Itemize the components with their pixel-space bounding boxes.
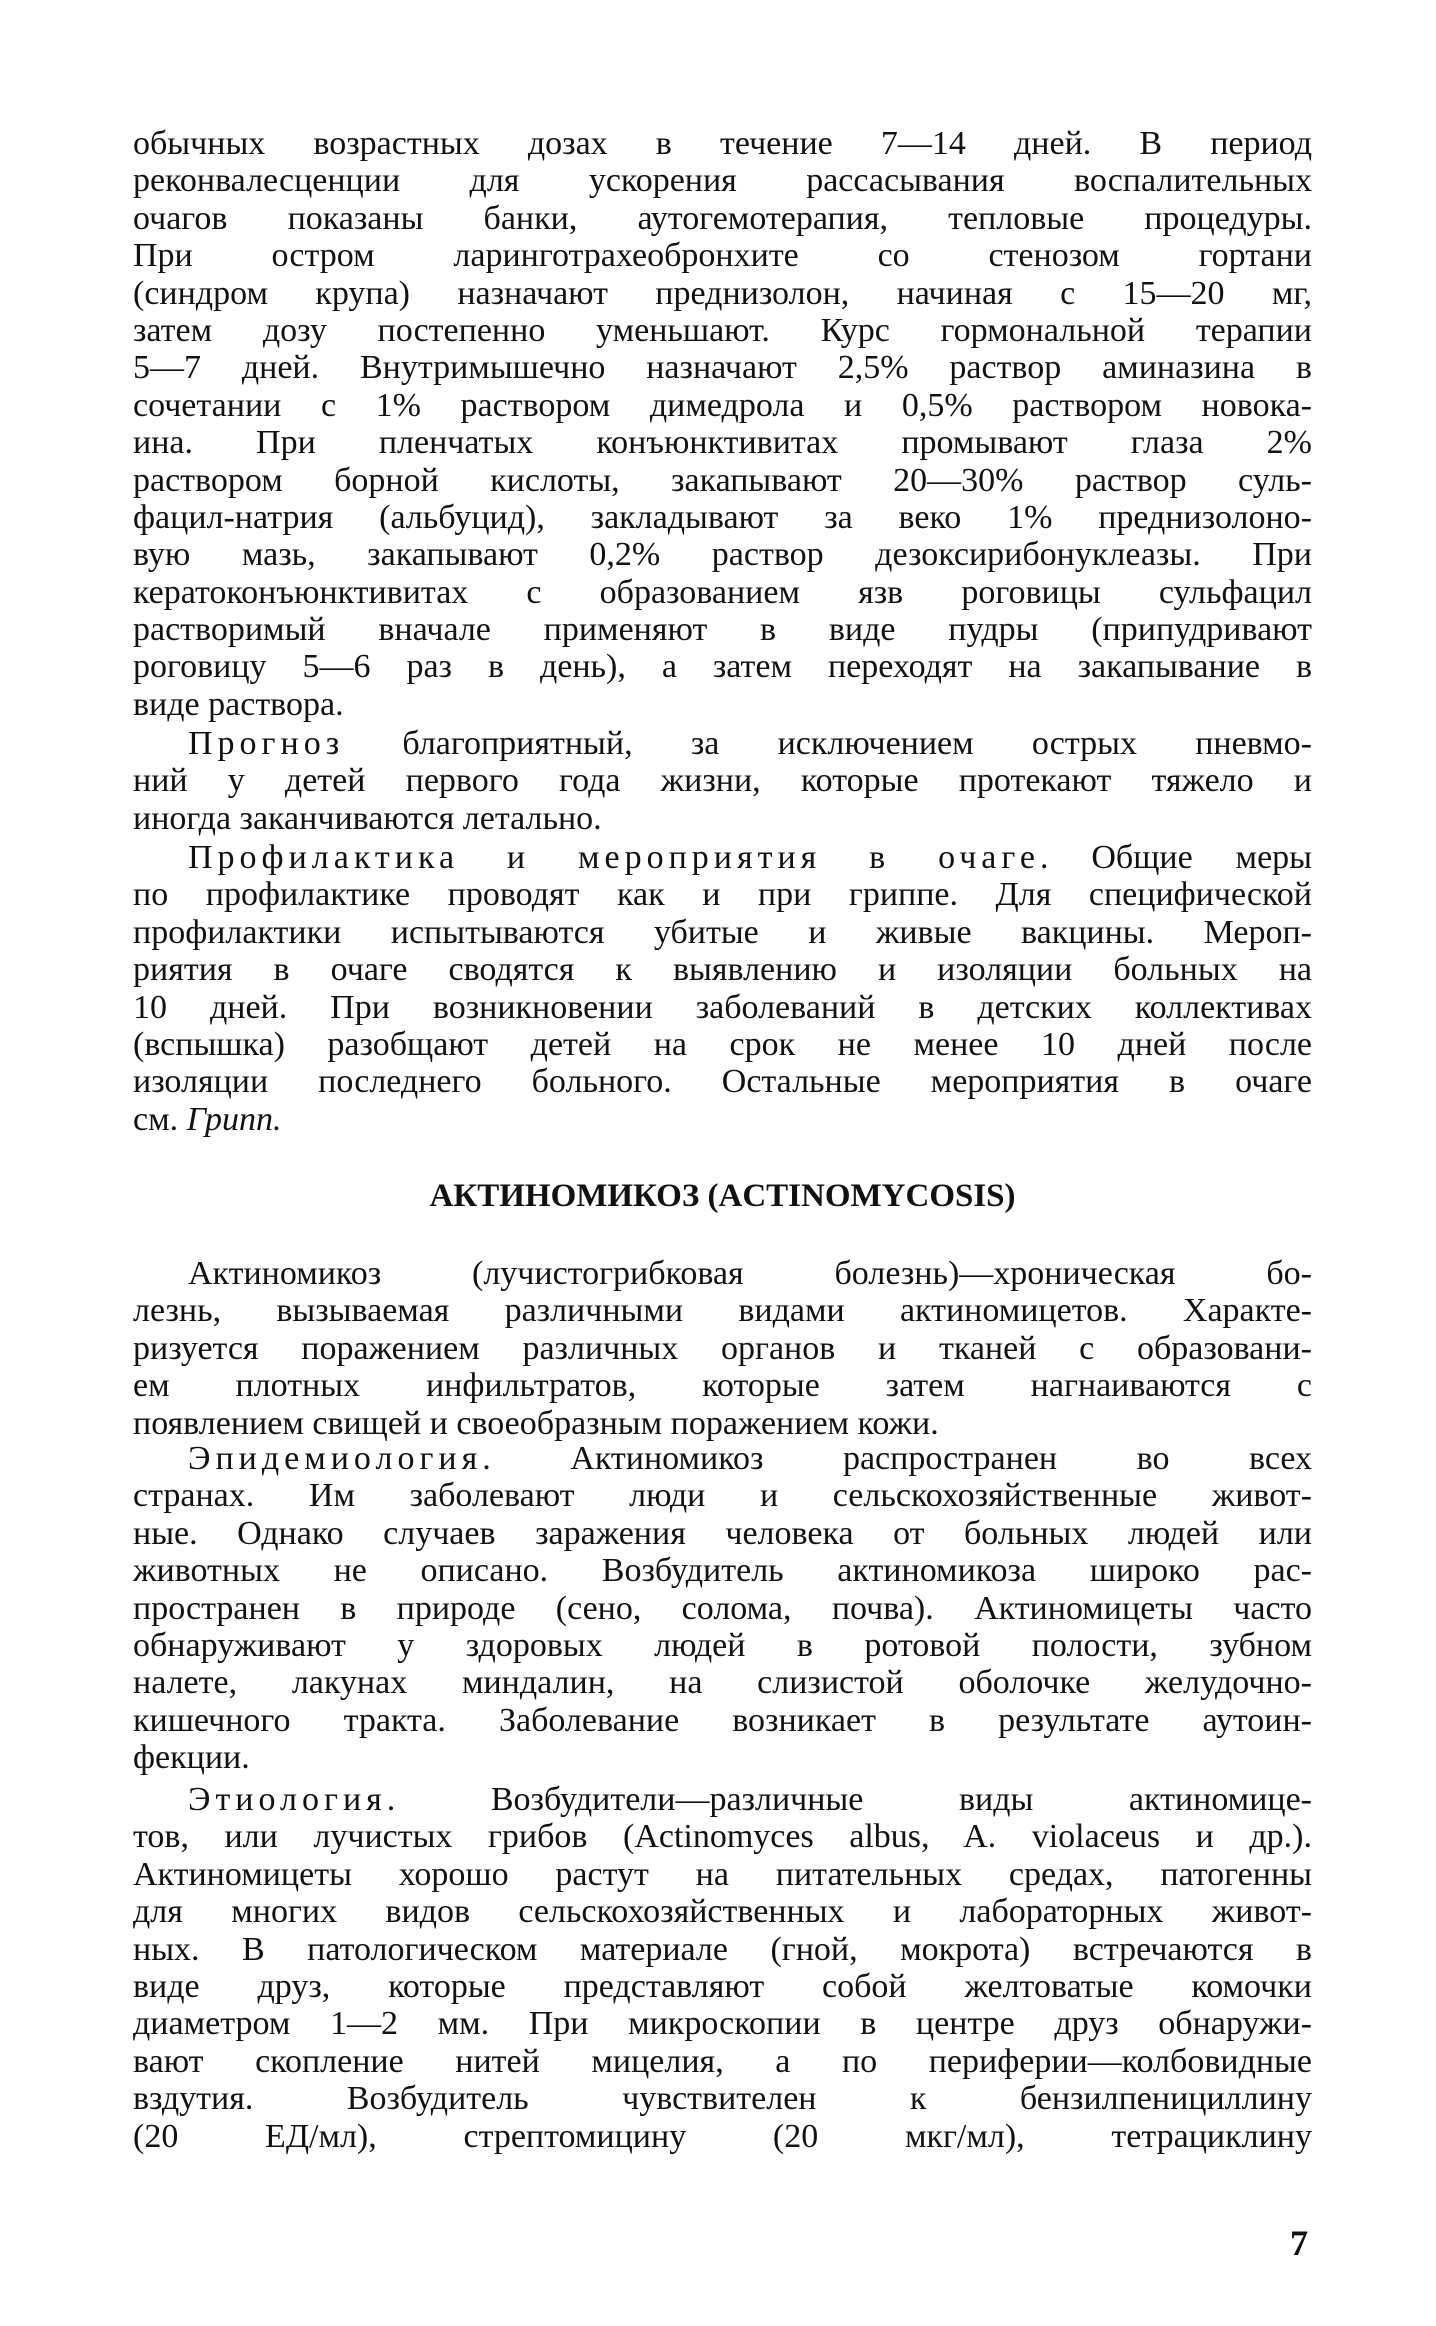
text-line [133,2080,1312,2117]
text-line [133,2118,1312,2155]
line-text: виде друз, которые представляют собой желтоватые комочки [133,1967,1312,2005]
line-text: виде раствора. [133,685,344,723]
text-line [133,462,1312,499]
line-text: профилактики испытываются убитые и живые вакцины. Мероп- [133,913,1312,951]
text-line [133,1330,1312,1367]
line-text: ем плотных инфильтратов, которые затем нагнаиваются с [133,1367,1312,1405]
text-line [133,1664,1312,1701]
line-text: изоляции последнего больного. Остальные мероприятия в очаге [133,1063,1312,1101]
line-text: странах. Им заболевают люди и сельскохозяйственные живот- [133,1477,1312,1515]
line-text: ризуется поражением различных органов и тканей с образовани- [133,1329,1312,1367]
line-text: кератоконъюнктивитах с образованием язв роговицы сульфацил [133,573,1312,611]
line-text: вают скопление нитей мицелия, а по периферии—колбовидные [133,2042,1312,2080]
text-line [133,989,1312,1026]
text-line [133,1440,1312,1477]
spaced-lead-term: Этиология [188,1781,387,1818]
line-text: иногда заканчиваются летально. [133,799,602,837]
line-text: благоприятный, за исключением острых пневмо- [344,725,1312,762]
text-line [133,914,1312,951]
text-line [133,839,1312,876]
line-text: для многих видов сельскохозяйственных и лабораторных живот- [133,1893,1312,1931]
text-line [133,800,1312,837]
text-line [133,2043,1312,2080]
text-line [133,499,1312,536]
text-line [133,1063,1312,1100]
text-line [133,574,1312,611]
line-text: налете, лакунах миндалин, на слизистой оболочке желудочно- [133,1664,1312,1702]
line-text: см. [133,1100,187,1138]
text-line [133,1931,1312,1968]
section-heading: АКТИНОМИКОЗ (ACTINOMYCOSIS) [429,1178,1016,1214]
line-text: растворимый вначале применяют в виде пудры (припудривают [133,611,1312,649]
text-line [133,1781,1312,1818]
text-line [133,1590,1312,1627]
line-text: ина. При пленчатых конъюнктивитах промывают глаза 2% [133,424,1312,462]
text-line [133,275,1312,312]
text-line [133,1818,1312,1855]
line-text: появлением свищей и своеобразным поражением кожи. [133,1404,939,1442]
text-line [133,237,1312,274]
text-line [133,1026,1312,1063]
line-text: кишечного тракта. Заболевание возникает в результате аутоин- [133,1701,1312,1739]
text-line [133,200,1312,237]
line-text: тов, или лучистых грибов (Actinomyces albus, A. violaceus и др.). [133,1818,1312,1856]
line-text: 5—7 дней. Внутримышечно назначают 2,5% раствор аминазина в [133,349,1312,387]
paragraph-actinomycosis-definition [133,1255,1312,1442]
spaced-lead-term: Прогноз [188,725,345,762]
line-text: ний у детей первого года жизни, которые протекают тяжело и [133,762,1312,800]
text-line [133,1515,1312,1552]
text-line [133,312,1312,349]
paragraph-prevention [133,839,1312,1138]
text-line [133,1292,1312,1329]
text-line [133,125,1312,162]
line-text: При остром ларинготрахеобронхите со стенозом гортани [133,237,1312,275]
text-line [133,162,1312,199]
text-line [133,725,1312,762]
line-text: вую мазь, закапывают 0,2% раствор дезоксирибонуклеазы. При [133,536,1312,574]
line-text: . Актиномикоз распространен во всех [482,1440,1312,1477]
line-text: фацил-натрия (альбуцид), закладывают за веко 1% преднизолоно- [133,498,1312,536]
line-text: (20 ЕД/мл), стрептомицину (20 мкг/мл), тетрациклину [133,2117,1312,2155]
text-line [133,387,1312,424]
line-text: риятия в очаге сводятся к выявлению и изоляции больных на [133,951,1312,989]
text-line [133,648,1312,685]
text-line [133,1552,1312,1589]
text-line [133,1739,1312,1776]
spaced-lead-term: Эпидемиология [188,1440,483,1477]
text-line [133,1893,1312,1930]
line-text: . Возбудители—различные виды актиномице- [386,1781,1312,1818]
spaced-lead-term: Профилактика и мероприятия в очаге [188,839,1040,876]
page-number: 7 [1290,2223,1308,2263]
line-text: (синдром крупа) назначают преднизолон, начиная с 15—20 мг, [133,274,1312,312]
text-line [133,536,1312,573]
line-text: ных. В патологическом материале (гной, мокрота) встречаются в [133,1930,1312,1968]
line-text: обычных возрастных дозах в течение 7—14 дней. В период [133,125,1312,162]
text-line [133,1477,1312,1514]
text-line [133,951,1312,988]
line-text: очагов показаны банки, аутогемотерапия, тепловые процедуры. [133,199,1312,237]
line-text: животных не описано. Возбудитель актиномикоза широко рас- [133,1552,1312,1590]
line-text: ные. Однако случаев заражения человека от больных людей или [133,1514,1312,1552]
line-text: реконвалесценции для ускорения рассасывания воспалительных [133,162,1312,200]
text-line [133,349,1312,386]
cross-reference: Грипп. [186,1100,282,1138]
text-line [133,1101,1312,1138]
text-line [133,1405,1312,1442]
text-line [133,1367,1312,1404]
line-text: обнаруживают у здоровых людей в ротовой полости, зубном [133,1626,1312,1664]
text-line [133,2005,1312,2042]
paragraph-treatment [133,125,1312,723]
line-text: вздутия. Возбудитель чувствителен к бензилпенициллину [133,2080,1312,2118]
line-text: затем дозу постепенно уменьшают. Курс гормональной терапии [133,311,1312,349]
text-line [133,424,1312,461]
text-line [133,1856,1312,1893]
paragraph-prognosis [133,725,1312,837]
text-line [133,611,1312,648]
text-line [133,1702,1312,1739]
text-line [133,1627,1312,1664]
line-text: диаметром 1—2 мм. При микроскопии в центре друз обнаружи- [133,2005,1312,2043]
line-text: по профилактике проводят как и при гриппе. Для специфической [133,876,1312,914]
paragraph-etiology [133,1781,1312,2155]
line-text: 10 дней. При возникновении заболеваний в детских коллективах [133,988,1312,1026]
line-text: Актиномикоз (лучистогрибковая болезнь)—хроническая бо- [188,1255,1312,1292]
line-text: лезнь, вызываемая различными видами актиномицетов. Характе- [133,1292,1312,1330]
text-line [133,686,1312,723]
paragraph-epidemiology [133,1440,1312,1777]
line-text: (вспышка) разобщают детей на срок не менее 10 дней после [133,1025,1312,1063]
text-line [133,876,1312,913]
line-text: фекции. [133,1739,250,1777]
text-line [133,762,1312,799]
text-line [133,1968,1312,2005]
line-text: пространен в природе (сено, солома, почва). Актиномицеты часто [133,1589,1312,1627]
line-text: раствором борной кислоты, закапывают 20—30% раствор суль- [133,461,1312,499]
text-line [133,1255,1312,1292]
line-text: роговицу 5—6 раз в день), а затем переходят на закапывание в [133,648,1312,686]
line-text: . Общие меры [1040,839,1312,876]
line-text: сочетании с 1% раствором димедрола и 0,5% раствором новока- [133,386,1312,424]
line-text: Актиномицеты хорошо растут на питательных средах, патогенны [133,1855,1312,1893]
